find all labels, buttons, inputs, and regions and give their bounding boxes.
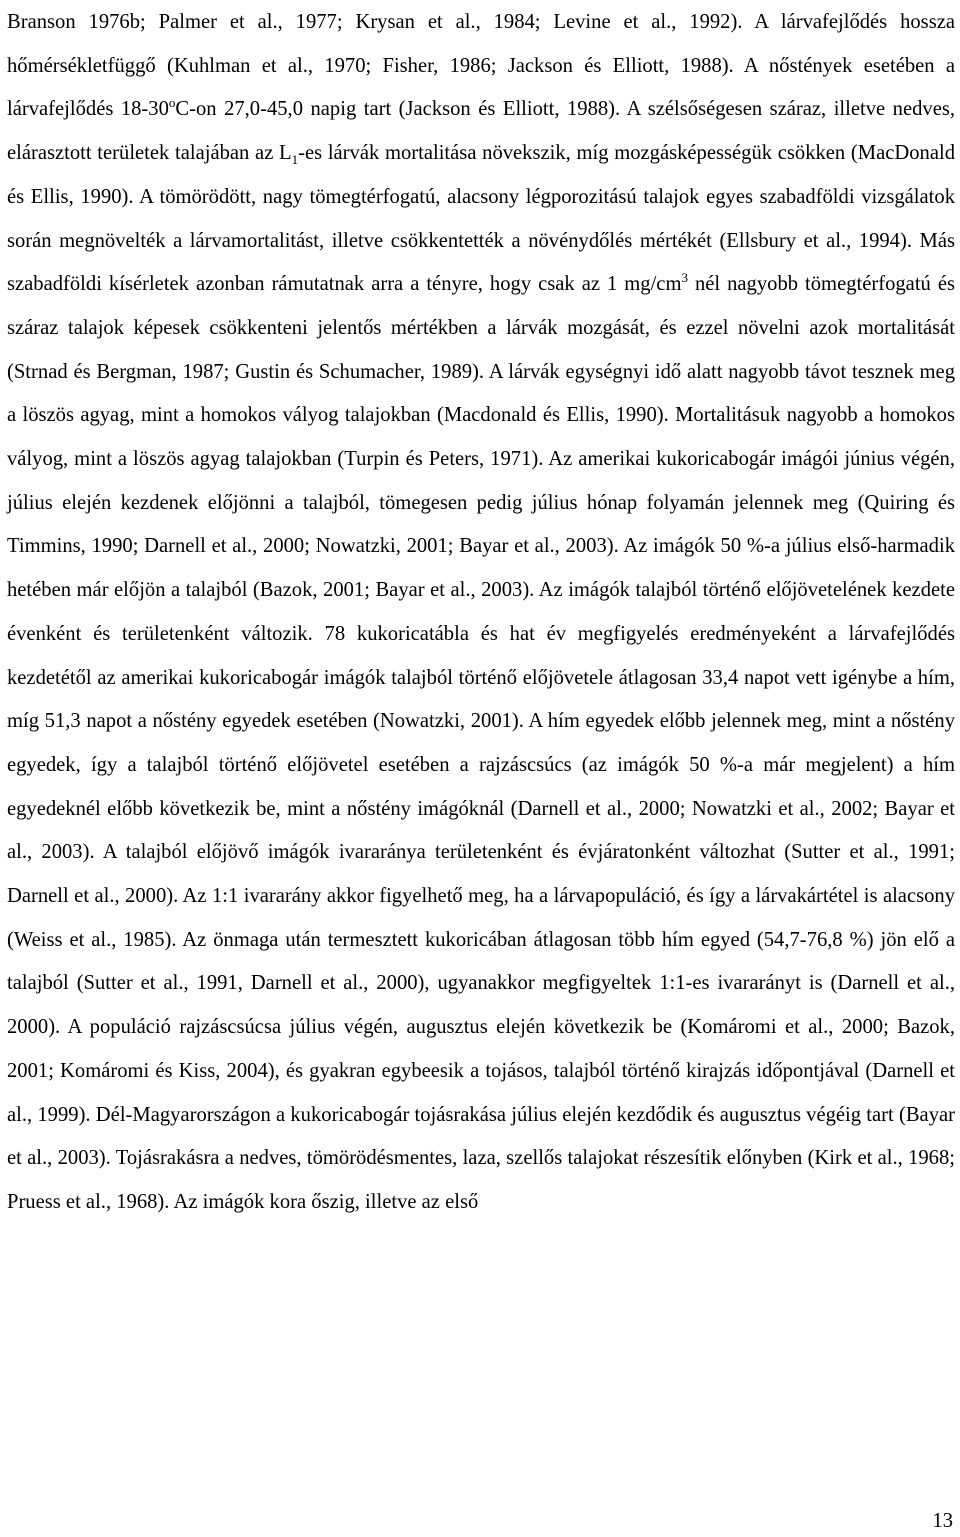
text-segment-3: -es lárvák mortalitása növekszik, míg mozgásképességük csökken (MacDonald és Ellis, 1990). A tömörödött, nagy tömegtérfogatú, alacsony légporozitású talajok egyes szabadföldi vizsgálatok során megnövelték a lárvamortalitást, illetve csökkentették a növénydőlés mértékét (Ellsbury et al., 1994). Más szabadföldi kísérletek azonban rámutatnak arra a tényre, hogy csak az 1 mg/cm [7,142,955,296]
text-segment-2: C-on 27,0-45,0 napig tart (Jackson és Elliott, 1988). A szélsőségesen száraz, illetve nedves, elárasztott területek talajában az L [7,98,955,165]
page-body [7,0,955,1225]
text-segment-1: Branson 1976b; Palmer et al., 1977; Krysan et al., 1984; Levine et al., 1992). A lárvafejlődés hossza hőmérsékletfüggő (Kuhlman et al., 1970; Fisher, 1986; Jackson és Elliott, 1988). A nőstények esetében a lárvafejlődés 18-30 [7,11,955,121]
cubic-superscript: 3 [681,270,688,286]
text-segment-4: nél nagyobb tömegtérfogatú és száraz talajok képesek csökkenteni jelentős mértékben a lárvák mozgását, és ezzel növelni azok mortalitását (Strnad és Bergman, 1987; Gustin és Schumacher, 1989). A lárvák egységnyi idő alatt nagyobb távot tesznek meg a löszös agyag, mint a homokos vályog talajokban (Macdonald és Ellis, 1990). Mortalitásuk nagyobb a homokos vályog, mint a löszös agyag talajokban (Turpin és Peters, 1971). Az amerikai kukoricabogár imágói június végén, július elején kezdenek előjönni a talajból, tömegesen pedig július hónap folyamán jelennek meg (Quiring és Timmins, 1990; Darnell et al., 2000; Nowatzki, 2001; Bayar et al., 2003). Az imágók 50 %-a július első-harmadik hetében már előjön a talajból (Bazok, 2001; Bayar et al., 2003). Az imágók talajból történő előjövetelének kezdete évenként és területenként változik. 78 kukoricatábla és hat év megfigyelés eredményeként a lárvafejlődés kezdetétől az amerikai kukoricabogár imágók talajból történő előjövetele átlagosan 33,4 napot vett igénybe a hím, míg 51,3 napot a nőstény egyedek esetében (Nowatzki, 2001). A hím egyedek előbb jelennek meg, mint a nőstény egyedek, így a talajból történő előjövetel esetében a rajzáscsúcs (az imágók 50 %-a már megjelent) a hím egyedeknél előbb következik be, mint a nőstény imágóknál (Darnell et al., 2000; Nowatzki et al., 2002; Bayar et al., 2003). A talajból előjövő imágók ivararánya területenként és évjáratonként változhat (Sutter et al., 1991; Darnell et al., 2000). Az 1:1 ivararány akkor figyelhető meg, ha a lárvapopuláció, és így a lárvakártétel is alacsony (Weiss et al., 1985). Az önmaga után termesztett kukoricában átlagosan több hím egyed (54,7-76,8 %) jön elő a talajból (Sutter et al., 1991, Darnell et al., 2000), ugyanakkor megfigyeltek 1:1-es ivararányt is (Darnell et al., 2000). A populáció rajzáscsúcsa július végén, augusztus elején következik be (Komáromi et al., 2000; Bazok, 2001; Komáromi és Kiss, 2004), és gyakran egybeesik a tojásos, talajból történő kirajzás időpontjával (Darnell et al., 1999). Dél-Magyarországon a kukoricabogár tojásrakása július elején kezdődik és augusztus végéig tart (Bayar et al., 2003). Tojásrakásra a nedves, tömörödésmentes, laza, szellős talajokat részesítik előnyben (Kirk et al., 1968; Pruess et al., 1968). Az imágók kora őszig, illetve az első [7,273,955,1213]
body-paragraph [7,0,955,1225]
page-number: 13 [932,1510,953,1532]
degree-superscript: o [168,95,176,111]
larva-stage-subscript: 1 [291,152,299,168]
